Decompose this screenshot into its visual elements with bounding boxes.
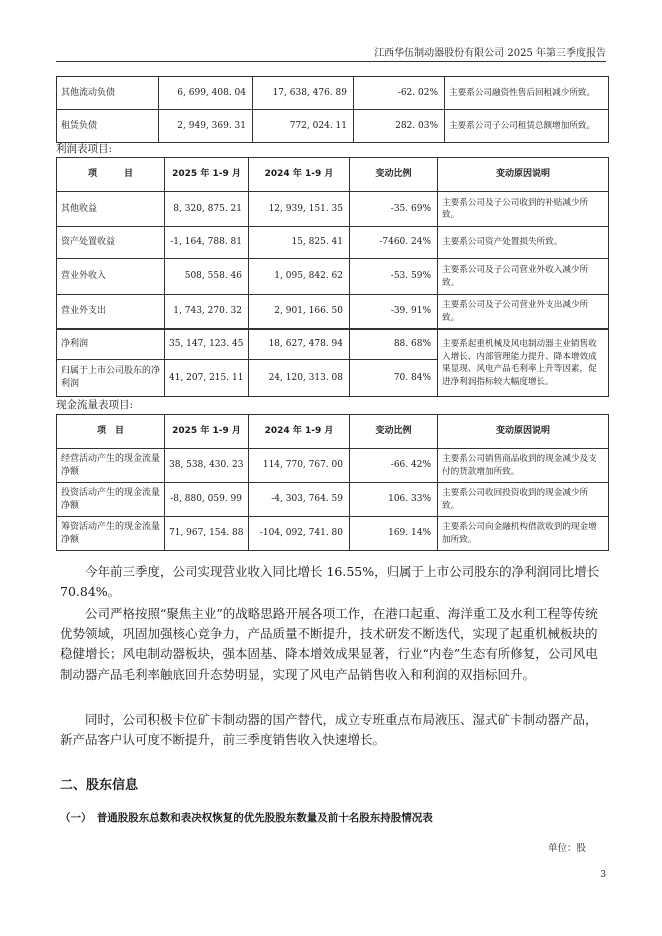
- paragraph-strategy: 公司严格按照“聚焦主业”的战略思路开展各项工作，在港口起重、海洋重工及水利工程等传统优势领域，巩固加强核心竞争力，产品质量不断提升，技术研发不断迭代，实现了起重机械板块的稳健增长；风电制动器板块，强本固基、降本增效成果显著，行业“内卷”生态有所修复，公司风电制动器产品毛利率触底回升态势明显，实现了风电产品销售收入和利润的双指标回升。: [60, 606, 598, 682]
- value-2024: 17, 638, 476. 89: [253, 77, 354, 110]
- unit-label: 单位：股: [547, 843, 586, 854]
- cashflow-table: [56, 414, 609, 551]
- change-reason: 主要系公司销售商品收到的现金减少及支付的货款增加所致。: [438, 449, 609, 483]
- row-item: 营业外收入: [57, 259, 165, 295]
- section-title-shareholders: 二、股东信息: [60, 778, 139, 793]
- col-header-item: 项 目: [57, 415, 165, 449]
- row-item: 其他收益: [57, 192, 165, 227]
- row-item: 投资活动产生的现金流量净额: [57, 483, 165, 517]
- value-2025: 71, 967, 154. 88: [165, 517, 249, 551]
- table-header-row: [57, 415, 609, 449]
- change-ratio: -35. 69%: [350, 192, 438, 227]
- value-2024: -4, 303, 764. 59: [249, 483, 350, 517]
- table-row: [57, 517, 609, 551]
- col-header-2024: 2024 年 1-9 月: [249, 158, 350, 192]
- change-reason: 主要系公司子公司租赁总额增加所致。: [445, 110, 609, 143]
- balance-table: [56, 76, 609, 143]
- col-header-change: 变动比例: [350, 415, 438, 449]
- change-ratio: -53. 59%: [350, 259, 438, 295]
- income-table: [56, 157, 609, 329]
- cashflow-section-label: 现金流量表项目:: [56, 399, 134, 411]
- value-2024: 114, 770, 767. 00: [249, 449, 350, 483]
- col-header-2025: 2025 年 1-9 月: [165, 415, 249, 449]
- change-reason: 主要系公司收回投资收到的现金减少所致。: [438, 483, 609, 517]
- row-item: 经营活动产生的现金流量净额: [57, 449, 165, 483]
- change-reason: 主要系公司融资性售后回租减少所致。: [445, 77, 609, 110]
- col-header-2025: 2025 年 1-9 月: [165, 158, 249, 192]
- table-row: [57, 110, 609, 143]
- value-2025: 2, 949, 369. 31: [159, 110, 253, 143]
- row-item: 净利润: [57, 330, 165, 360]
- value-2025: -1, 164, 788. 81: [165, 227, 249, 259]
- col-header-reason: 变动原因说明: [438, 158, 609, 192]
- value-2025: 41, 207, 215. 11: [165, 360, 249, 397]
- table-row: [57, 483, 609, 517]
- change-ratio: 282. 03%: [354, 110, 445, 143]
- value-2024: 15, 825. 41: [249, 227, 350, 259]
- value-2024: 1, 095, 842. 62: [249, 259, 350, 295]
- row-item: 归属于上市公司股东的净利润: [57, 360, 165, 397]
- table-row: [57, 449, 609, 483]
- value-2024: 772, 024. 11: [253, 110, 354, 143]
- table-header-row: [57, 158, 609, 192]
- value-2025: 508, 558. 46: [165, 259, 249, 295]
- paragraph-revenue-summary: 今年前三季度，公司实现营业收入同比增长 16.55%，归属于上市公司股东的净利润同比增长 70.84%。: [60, 564, 600, 600]
- change-reason-merged: 主要系起重机械及风电制动器主业销售收入增长、内部管理能力提升、降本增效成果显现、风电产品毛利率上升等因素，促进净利润指标较大幅度增长。: [438, 330, 609, 397]
- change-reason: 主要系公司资产处置损失所致。: [438, 227, 609, 259]
- change-ratio: -66. 42%: [350, 449, 438, 483]
- row-item: 资产处置收益: [57, 227, 165, 259]
- value-2025: 38, 538, 430. 23: [165, 449, 249, 483]
- income-section-label: 利润表项目:: [56, 143, 113, 155]
- change-reason: 主要系公司及子公司营业外支出减少所致。: [438, 295, 609, 329]
- value-2025: 1, 743, 270. 32: [165, 295, 249, 329]
- change-ratio: -7460. 24%: [350, 227, 438, 259]
- col-header-item: 项 目: [57, 158, 165, 192]
- page-number: 3: [600, 870, 606, 880]
- change-reason: 主要系公司及子公司收到的补贴减少所致。: [438, 192, 609, 227]
- value-2025: -8, 880, 059. 99: [165, 483, 249, 517]
- subsection-title: （一） 普通股股东总数和表决权恢复的优先股股东数量及前十名股东持股情况表: [60, 812, 433, 824]
- change-ratio: 106. 33%: [350, 483, 438, 517]
- col-header-2024: 2024 年 1-9 月: [249, 415, 350, 449]
- table-row: [57, 227, 609, 259]
- row-item: 筹资活动产生的现金流量净额: [57, 517, 165, 551]
- value-2024: 18, 627, 478. 94: [249, 330, 350, 360]
- header-divider: [56, 61, 606, 62]
- change-ratio: -39. 91%: [350, 295, 438, 329]
- value-2025: 6, 699, 408. 04: [159, 77, 253, 110]
- value-2025: 8, 320, 875. 21: [165, 192, 249, 227]
- income-table-netprofit: [56, 329, 609, 397]
- table-row: [57, 259, 609, 295]
- col-header-change: 变动比例: [350, 158, 438, 192]
- change-ratio: -62. 02%: [354, 77, 445, 110]
- value-2024: 24, 120, 313. 08: [249, 360, 350, 397]
- change-ratio: 169. 14%: [350, 517, 438, 551]
- row-item: 营业外支出: [57, 295, 165, 329]
- value-2024: 12, 939, 151. 35: [249, 192, 350, 227]
- document-header: 江西华伍制动器股份有限公司 2025 年第三季度报告: [374, 48, 606, 59]
- change-reason: 主要系公司向金融机构借款收到的现金增加所致。: [438, 517, 609, 551]
- value-2024: 2, 901, 166. 50: [249, 295, 350, 329]
- value-2024: -104, 092, 741. 80: [249, 517, 350, 551]
- col-header-reason: 变动原因说明: [438, 415, 609, 449]
- change-ratio: 88. 68%: [350, 330, 438, 360]
- table-row: [57, 192, 609, 227]
- change-reason: 主要系公司及子公司营业外收入减少所致。: [438, 259, 609, 295]
- table-row: [57, 330, 609, 360]
- table-row: [57, 295, 609, 329]
- change-ratio: 70. 84%: [350, 360, 438, 397]
- row-item: 其他流动负债: [57, 77, 159, 110]
- paragraph-mining-truck: 同时，公司积极卡位矿卡制动器的国产替代，成立专班重点布局液压、湿式矿卡制动器产品，新产品客户认可度不断提升，前三季度销售收入快速增长。: [60, 712, 598, 748]
- value-2025: 35, 147, 123. 45: [165, 330, 249, 360]
- row-item: 租赁负债: [57, 110, 159, 143]
- table-row: [57, 77, 609, 110]
